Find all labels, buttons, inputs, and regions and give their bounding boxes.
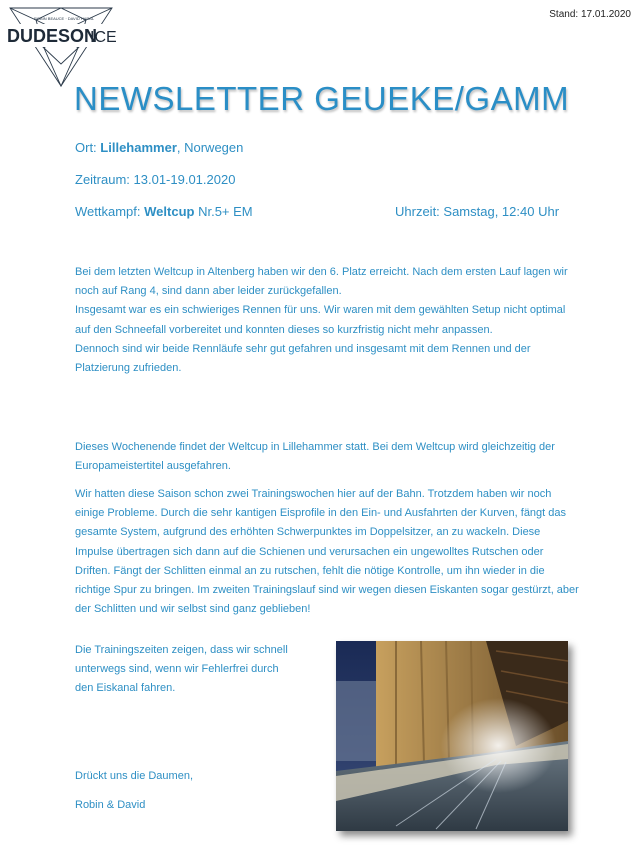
ice-track-photo [336, 641, 568, 831]
race-time-line: Uhrzeit: Samstag, 12:40 Uhr [395, 204, 560, 219]
logo-brand: DUDESON [7, 26, 98, 46]
closing-line: Drückt uns die Daumen, [75, 770, 193, 782]
paragraph-training-times: Die Trainingszeiten zeigen, dass wir schnell unterwegs sind, wenn wir Fehlerfrei durch den Eiskanal fahren. [75, 644, 288, 695]
signature: Robin & David [75, 799, 146, 811]
location-line: Ort: Lillehammer, Norwegen [75, 140, 244, 155]
newsletter-title: NEWSLETTER GEUEKE/GAMM [74, 80, 570, 117]
logo-brand-suffix: ICE [90, 29, 116, 46]
dudeson-ice-logo [6, 6, 116, 88]
date-range-line: Zeitraum: 13.01-19.01.2020 [75, 172, 236, 187]
paragraph-training-problems: Wir hatten diese Saison schon zwei Trainingswochen hier auf der Bahn. Trotzdem haben wir noch einige Probleme. Durch die sehr kantigen Eisprofile in den Ein- und Ausfahrten der Kurven, fängt das gesamte System, aufgrund des erhöhten Schwerpunktes im Doppelsitzer, an zu wackeln. Diese Impulse übertragen sich dann auf die Schienen und verursachen ein ungewolltes Rutschen oder Driften. Fängt der Schlitten einmal an zu rutschen, fehlt die nötige Kontrolle, um ihn wieder in die richtige Spur zu bringen. Im zweiten Trainingslauf sind wir wegen diesen Eiskanten sogar gestürzt, aber der Schlitten und wir selbst sind ganz geblieben! [75, 488, 579, 616]
paragraph-altenberg-recap: Bei dem letzten Weltcup in Altenberg haben wir den 6. Platz erreicht. Nach dem ersten Lauf lagen wir noch auf Rang 4, sind dann aber leider zurückgefallen. Insgesamt war es ein schwieriges Rennen für uns. Wir waren mit dem gewählten Setup nicht optimal auf den Schneefall vorbereitet und konnten dieses so kurzfristig nicht mehr anpassen. Dennoch sind wir beide Rennläufe sehr gut gefahren und insgesamt mit dem Rennen und der Platzierung zufrieden. [75, 266, 568, 375]
competition-line: Wettkampf: Weltcup Nr.5+ EM [75, 204, 253, 219]
svg-text:ROBIN BEAUCE · DAVID HARAL: ROBIN BEAUCE · DAVID HARAL [34, 16, 95, 21]
paragraph-lillehammer-intro: Dieses Wochenende findet der Weltcup in Lillehammer statt. Bei dem Weltcup wird gleichzeitig der Europameistertitel ausgefahren. [75, 441, 555, 473]
stand-date: Stand: 17.01.2020 [549, 9, 631, 20]
